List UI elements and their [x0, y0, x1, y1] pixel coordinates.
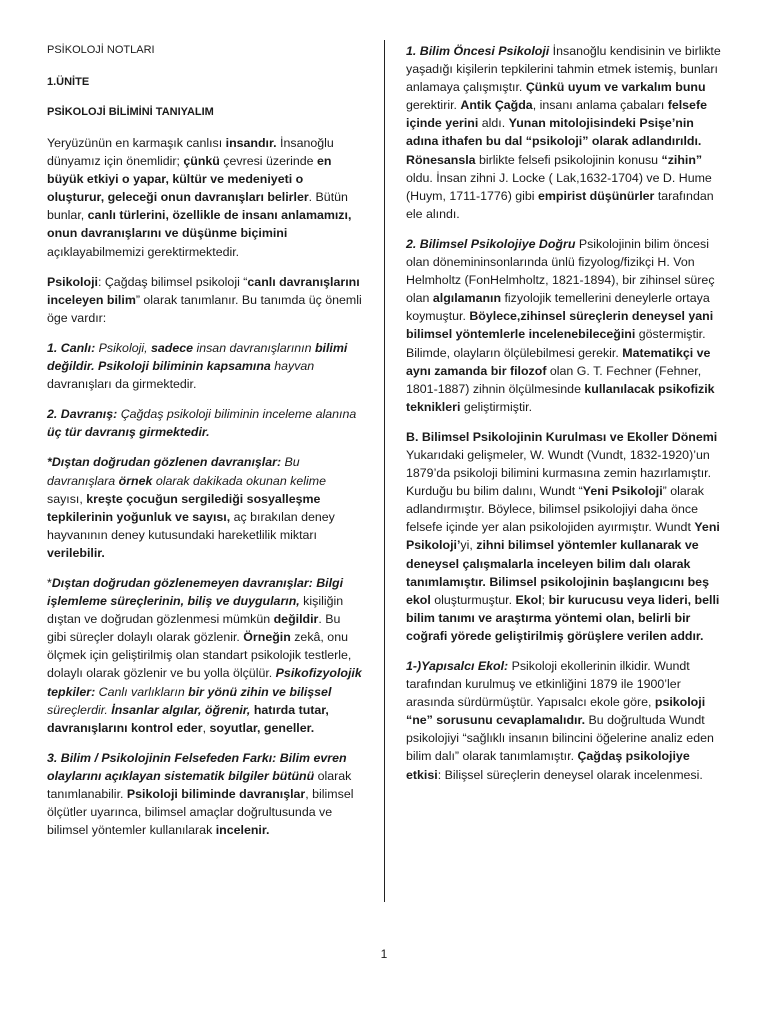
text-run: 1. Bilim Öncesi Psikoloji [406, 44, 550, 58]
text-run: Psikoloji biliminde davranışlar [126, 787, 306, 801]
text-run: 2. Bilimsel Psikolojiye Doğru [406, 236, 576, 251]
text-run: Psikofizyolojik tepkiler: [47, 666, 362, 699]
text-run: Psikolojinin bilim öncesi olan dönemininsonlarında ünlü fizyolog/fizikçi H. Von Helmholtz (FonHelmholtz, 1821-1894), bir zihinsel süreç olan [406, 236, 715, 306]
text-run: kullanılacak psikofizik teknikleri [406, 381, 715, 414]
column-divider [384, 40, 385, 902]
right-column-paragraph [406, 657, 724, 784]
text-run: Canlı varlıkların [95, 684, 189, 699]
text-run: , insanı anlama çabaları [532, 98, 668, 113]
text-run: fizyolojik temellerini deneylerle ortaya koymuştur. [406, 291, 710, 324]
text-run: Çağdaş psikoloji biliminin inceleme alanına [117, 407, 357, 422]
text-run: Matematikçi ve aynı zamanda bir filozof [406, 345, 711, 378]
text-run: zihni bilimsel yöntemler kullanarak ve deneysel çalışmalarla inceleyen bilim dalı olarak tanımlamıştır. Bilimsel psikolojinin başlangıcını beş ekol [406, 538, 709, 607]
text-run: insan davranışlarının [193, 340, 315, 355]
text-run: oluşturmuştur. [430, 592, 516, 607]
text-run: ; [541, 592, 549, 607]
text-run: açıklayabilmemizi gerektirmektedir. [47, 244, 240, 259]
right-column [406, 42, 724, 796]
text-run: “zihin” [661, 152, 703, 167]
text-run: bir yönü zihin ve bilişsel [188, 684, 332, 699]
text-run: değildir [273, 612, 319, 627]
text-run: İnsanlar algılar, öğrenir, [111, 702, 251, 717]
text-run: ” olarak adlandırmıştır. Böylece, bilimsel psikolojiyi daha önce felsefe içinde yer alan psikolojiden ayırmıştır. Wundt [406, 484, 704, 535]
text-run: incelenir. [215, 823, 270, 838]
text-run: sayısı, [47, 491, 87, 506]
text-run: Yeni Psikoloji’ [406, 520, 720, 553]
text-run: Çünkü uyum ve varkalım bunu [525, 80, 706, 95]
right-column-paragraph [406, 42, 724, 223]
text-run: üç tür davranış girmektedir. [47, 425, 210, 440]
text-run: Antik Çağda [460, 98, 533, 113]
text-run: çevresi üzerinde [219, 154, 317, 169]
left-column-paragraph [47, 273, 363, 327]
text-run: Ekol [515, 592, 542, 607]
text-run: algılamanın [432, 291, 502, 306]
text-run: B. Bilimsel Psikolojinin Kurulması ve Ekoller Dönemi [406, 429, 718, 444]
left-column-paragraph [47, 405, 363, 441]
text-run: : Çağdaş bilimsel psikoloji “ [97, 274, 248, 289]
text-run: olarak dakikada okunan kelime [152, 473, 326, 488]
text-run: en büyük etkiyi o yapar, kültür ve medeniyeti o oluşturur, geleceği onun davranışları belirler [47, 154, 332, 205]
text-run: . Bu gibi süreçler dolaylı olarak gözlenir. [47, 612, 341, 645]
text-run: PSİKOLOJİ NOTLARI [47, 44, 155, 56]
text-run: kreşte çocuğun sergilediği sosyalleşme tepkilerinin yoğunluk ve sayısı, [47, 491, 321, 524]
text-run: verilebilir. [47, 545, 105, 560]
left-column-paragraph [47, 104, 363, 120]
text-run: kişiliğin dıştan ve doğrudan gözlenmesi mümkün [47, 594, 344, 627]
text-run: örnek [118, 473, 153, 488]
text-run: olan G. T. Fechner (Fehner, 1801-1887) zihnin ölçülmesinde [406, 363, 702, 396]
text-run: , [202, 720, 210, 735]
text-run: birlikte felsefi psikolojinin konusu [475, 152, 662, 167]
text-run: göstermiştir. Bilimde, olayların ölçülebilmesi gerekir. [406, 327, 706, 360]
text-run: Bu doğrultuda Wundt psikolojiyi “sağlıklı insanın bilincini öğelerine analiz eden bilim dalı” olarak tanımlamıştır. [406, 713, 714, 764]
text-run: yi, [460, 538, 477, 553]
left-column-paragraph [47, 134, 363, 261]
text-run: 1-)Yapısalcı Ekol: [406, 659, 509, 673]
text-run: : Bilişsel süreçlerin deneysel olarak incelenmesi. [437, 767, 703, 782]
text-run: Psikoloji ekollerinin ilkidir. Wundt tarafından kurulmuş ve etkinliğini 1879 ile 1900’ler arasında sürdürmüştür. Yapısalcı ekole göre, [406, 659, 690, 710]
text-run: canlı türlerini, özellikle de insanı anlamamızı, onun davranışlarını ve düşünme biçimini [47, 208, 352, 241]
text-run: olarak tanımlanabilir. [47, 768, 352, 801]
text-run: hayvan [270, 359, 315, 374]
text-run: geliştirmiştir. [460, 399, 533, 414]
text-run: 3. Bilim / Psikolojinin Felsefeden Farkı: Bilim evren olaylarını açıklayan sistematik bilgiler bütünü [47, 750, 347, 783]
text-run: , bilimsel ölçütler uyarınca, bilimsel amaçlar doğrultusunda ve bilimsel yöntemler kullanılarak [47, 787, 354, 838]
text-run: gerektirir. [406, 98, 461, 113]
text-run: Böylece,zihinsel süreçlerin deneysel yani bilimsel yöntemlerle incelenebileceğini [406, 309, 714, 342]
text-run: İnsanoğlu dünyamız için önemlidir; [47, 136, 334, 169]
text-run: 1.ÜNİTE [47, 76, 90, 88]
text-run: Örneğin [243, 630, 291, 645]
text-run: empirist düşünürler [538, 188, 655, 203]
text-run: bilimi değildir. Psikoloji biliminin kapsamına [47, 340, 348, 374]
left-column-paragraph [47, 74, 363, 90]
text-run: . Bütün bunlar, [47, 190, 348, 223]
text-run: aldı. [478, 116, 509, 131]
text-run: soyutlar, geneller. [209, 720, 315, 735]
text-run: * [47, 575, 52, 590]
left-column-paragraph [47, 574, 363, 737]
right-column-paragraph [406, 428, 724, 645]
text-run: Dıştan doğrudan gözlenemeyen davranışlar: Bilgi işlemleme süreçlerinin, biliş ve duyguların, [47, 575, 344, 609]
text-run: felsefe içinde yerini [406, 98, 707, 131]
text-run: Çağdaş psikolojiye etkisi [406, 749, 690, 782]
left-column-paragraph [47, 339, 363, 393]
left-column [47, 42, 363, 851]
text-run: Yeni Psikoloji [582, 484, 663, 499]
text-run: zekâ, onu ölçmek için geliştirilmiş olan standart psikolojik testlerle, dolaylı olarak gözlenir ve bu yolla ölçülür. [47, 630, 352, 681]
text-run: Bu davranışlara [47, 455, 300, 488]
text-run: psikoloji “ne” sorusunu cevaplamalıdır. [406, 695, 706, 728]
text-run: çünkü [183, 154, 220, 169]
text-run: 1. Canlı: [47, 340, 96, 355]
text-run: sadece [150, 340, 194, 355]
text-run: insandır. [225, 136, 277, 150]
left-column-paragraph [47, 42, 363, 58]
text-run: 2. Davranış: [47, 407, 118, 422]
text-run: Yeryüzünün en karmaşık canlısı [47, 136, 226, 150]
text-run: aç bırakılan deney hayvanının deney kutusundaki hareketlilik miktarı [47, 509, 335, 542]
right-column-paragraph [406, 235, 724, 416]
text-run: İnsanoğlu kendisinin ve birlikte yaşadığı kişilerin tepkilerini tahmin etmek istemiş, bunları anlamaya çalışmıştır. [406, 44, 721, 95]
text-run: oldu. İnsan zihni J. Locke ( Lak,1632-1704) ve D. Hume (Huym, 1711-1776) gibi [406, 170, 712, 203]
text-run: bir kurucusu veya lideri, belli bilim tanımı ve araştırma yöntemi olan, belirli bir coğrafi yörede geliştirilmiş görüşlere verilen addır. [406, 592, 720, 643]
text-run: PSİKOLOJİ BİLİMİNİ TANIYALIM [47, 106, 214, 118]
page-number: 1 [380, 947, 388, 961]
text-run: Yunan mitolojisindeki Psişe’nin adına ithafen bu dal “psikoloji” olarak adlandırıldı. Rönesansla [406, 116, 702, 167]
left-column-paragraph [47, 453, 363, 562]
text-run: canlı davranışlarını inceleyen bilim [47, 274, 360, 307]
left-column-paragraph [47, 749, 363, 839]
text-run: tarafından ele alındı. [406, 188, 714, 221]
text-run: süreçlerdir. [47, 702, 112, 717]
text-run: Psikoloji [47, 274, 98, 289]
text-run: ” olarak tanımlanır. Bu tanımda üç önemli öge vardır: [47, 292, 362, 325]
text-run: Psikoloji, [95, 340, 151, 355]
text-run: *Dıştan doğrudan gözlenen davranışlar: [47, 455, 282, 470]
text-run: davranışları da girmektedir. [47, 377, 197, 392]
text-run: hatırda tutar, davranışlarını kontrol eder [47, 702, 329, 735]
text-run: Yukarıdaki gelişmeler, W. Wundt (Vundt, 1832-1920)’un 1879’da psikoloji bilimini kurmasına zemin hazırlamıştır. Kurduğu bu bilim dalını, Wundt “ [406, 447, 712, 499]
